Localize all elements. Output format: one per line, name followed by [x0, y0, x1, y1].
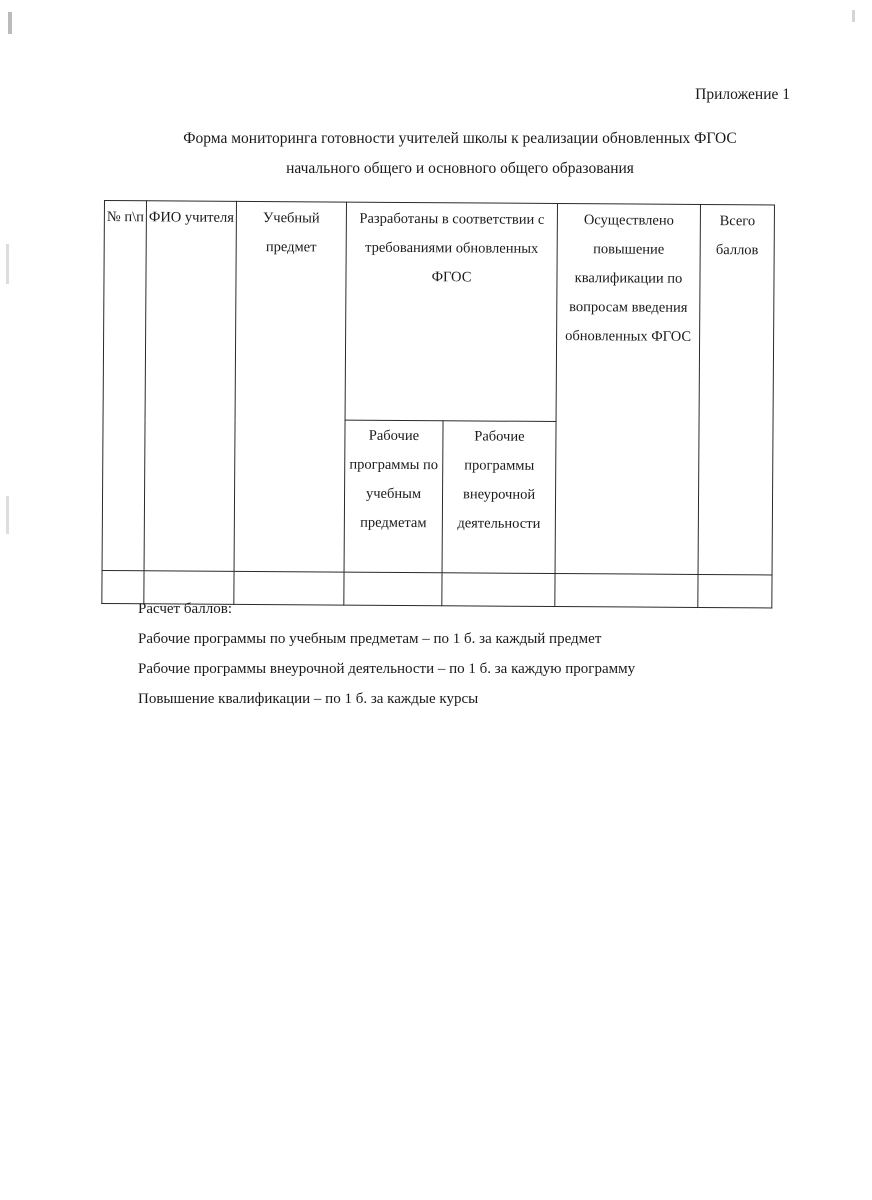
scoring-note: Повышение квалификации – по 1 б. за каждые курсы: [138, 691, 479, 707]
document-title: [140, 124, 780, 184]
table-cell: [698, 575, 772, 608]
scoring-section: [138, 594, 635, 714]
scan-artifact: [8, 12, 12, 34]
appendix-label: Приложение 1: [695, 86, 790, 103]
header-subject: Учебный предмет: [234, 201, 346, 572]
subheader-work-programs: Рабочие программы по учебным предметам: [344, 421, 443, 573]
scan-artifact: [852, 10, 855, 22]
header-fio: ФИО учителя: [144, 201, 236, 572]
scoring-heading: Расчет баллов:: [138, 601, 233, 617]
scoring-note: Рабочие программы внеурочной деятельности – по 1 б. за каждую программу: [138, 661, 636, 677]
title-line-1: Форма мониторинга готовности учителей школы к реализации обновленных ФГОС: [183, 130, 737, 147]
scan-artifact: [6, 496, 9, 534]
scan-artifact: [6, 244, 9, 284]
table-header-row: [103, 201, 774, 424]
title-line-2: начального общего и основного общего образования: [286, 160, 634, 177]
monitoring-table-wrapper: [101, 200, 774, 608]
header-developed: Разработаны в соответствии с требованиями обновленных ФГОС: [345, 202, 557, 422]
scoring-note: Рабочие программы по учебным предметам – по 1 б. за каждый предмет: [138, 631, 602, 647]
header-total: Всего баллов: [698, 204, 774, 575]
monitoring-table: [101, 200, 775, 608]
header-qualification: Осуществлено повышение квалификации по вопросам введения обновленных ФГОС: [555, 204, 700, 575]
subheader-extracurricular: Рабочие программы внеурочной деятельности: [442, 421, 556, 573]
header-number: № п\п: [102, 201, 146, 571]
